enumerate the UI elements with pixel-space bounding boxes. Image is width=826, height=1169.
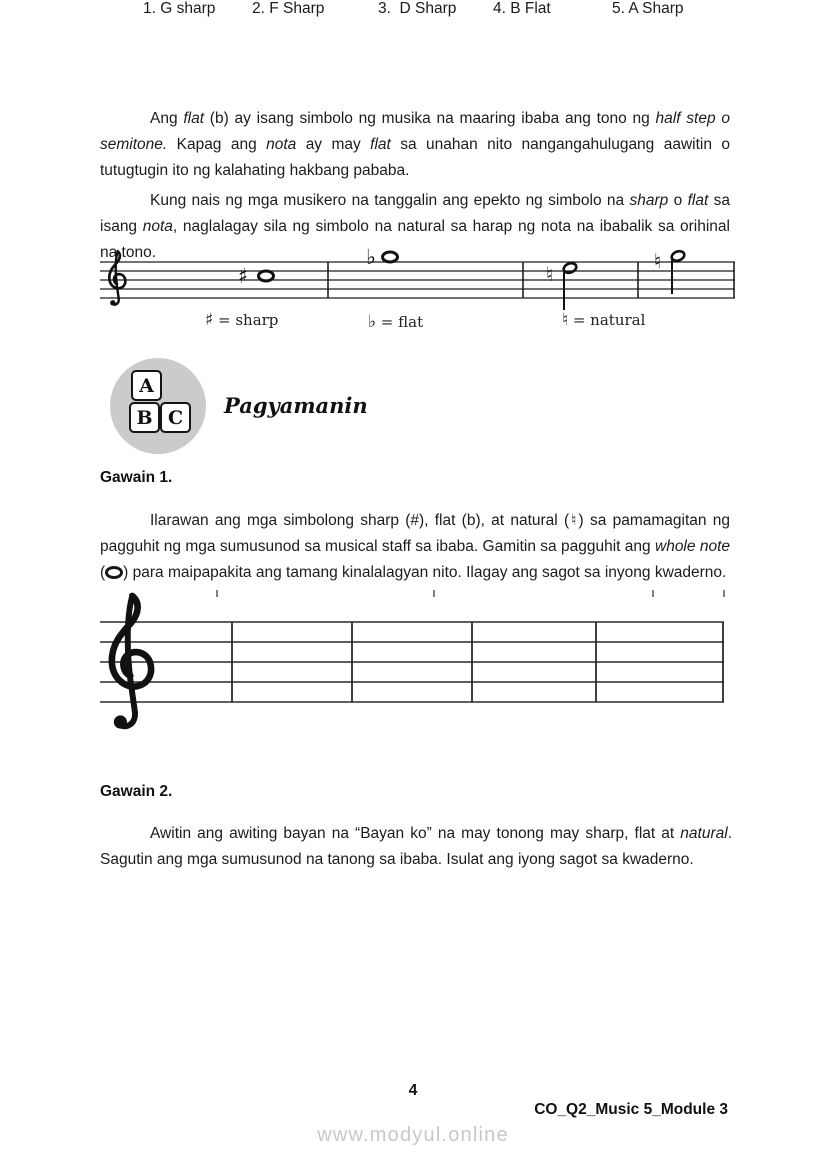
whole-note-icon <box>383 252 398 262</box>
text-run: flat <box>687 191 709 209</box>
sharp-label <box>205 310 278 330</box>
text-run: Kapag ang <box>167 135 267 153</box>
natural-icon: ♮ <box>546 262 554 286</box>
text-run: sharp <box>629 191 669 209</box>
text-run: Ang <box>150 109 184 127</box>
text-run: whole note <box>655 537 731 555</box>
gawain1-instructions <box>100 508 730 586</box>
text-run: nota <box>142 217 173 235</box>
natural-icon: ♮ <box>654 249 662 273</box>
letter-block-c <box>160 402 191 433</box>
text-run: nota <box>266 135 297 153</box>
watermark: www.modyul.online <box>317 1124 509 1146</box>
note-list <box>0 0 826 22</box>
sharp-icon: ♯ <box>205 310 214 330</box>
list-item: 3. D Sharp <box>378 0 457 17</box>
block-letter: C <box>167 406 184 429</box>
label-text: = flat <box>376 313 424 331</box>
flat-icon: ♭ <box>366 248 376 269</box>
gawain2-instructions <box>100 821 732 873</box>
text-run: flat <box>370 135 391 153</box>
answer-staff-grid <box>96 588 728 750</box>
flat-label <box>368 312 423 332</box>
gawain2-heading: Gawain 2. <box>100 783 173 800</box>
list-item: 2. F Sharp <box>252 0 325 17</box>
text-run: sa unahan nito nangangahulugang aawitin o tutugtugin ito ng kalahating hakbang pababa. <box>100 135 730 179</box>
section-title: Pagyamanin <box>224 393 368 418</box>
text-run: sa isang <box>100 191 730 235</box>
natural-label <box>562 310 645 330</box>
text-run: ) para maipapakita ang tamang kinalalagyan nito. Ilagay ang sagot sa inyong kwaderno. <box>123 563 727 581</box>
text-run: Ilarawan ang mga simbolong sharp (#), flat (b), at natural (♮) sa pamamagitan ng pagguhit ng mga sumusunod sa musical staff sa ibaba. Gamitin sa pagguhit ang <box>100 511 730 555</box>
intro-paragraph-1 <box>100 106 730 184</box>
text-run: (b) ay isang simbolo ng musika na maaring ibaba ang tono ng <box>204 109 656 127</box>
text-run: Kung nais ng mga musikero na tanggalin ang epekto ng simbolo na <box>150 191 630 209</box>
flat-icon: ♭ <box>368 312 377 332</box>
block-letter: A <box>139 374 154 397</box>
sharp-icon: ♯ <box>238 264 249 288</box>
natural-icon: ♮ <box>562 310 569 330</box>
letter-block-a <box>131 370 162 401</box>
text-run: ( <box>100 563 106 581</box>
text-run: ay may <box>296 135 371 153</box>
text-run: o <box>668 191 688 209</box>
text-run: natural <box>680 824 728 842</box>
text-run: Awitin ang awiting bayan na “Bayan ko” na may tonong may sharp, flat at <box>150 824 681 842</box>
abc-blocks-icon <box>110 358 206 454</box>
half-note-icon <box>562 262 577 310</box>
module-code: CO_Q2_Music 5_Module 3 <box>534 1101 728 1118</box>
block-letter: B <box>136 406 153 429</box>
half-note-icon <box>670 250 685 294</box>
gawain1-heading: Gawain 1. <box>100 469 173 486</box>
text-run: flat <box>183 109 205 127</box>
whole-note-icon <box>259 271 274 281</box>
list-item: 4. B Flat <box>493 0 551 17</box>
label-text: = natural <box>568 311 646 329</box>
list-item: 1. G sharp <box>143 0 216 17</box>
label-text: = sharp <box>213 311 279 329</box>
whole-note-icon <box>105 566 123 579</box>
page-number: 4 <box>408 1082 418 1099</box>
text-run: half step o semitone. <box>100 109 730 153</box>
text-run: . Sagutin ang mga sumusunod na tanong sa ibaba. Isulat ang iyong sagot sa kwaderno. <box>100 824 732 868</box>
text-run: , naglalagay sila ng simbolo na natural sa harap ng nota na ibabalik sa orihinal na tono. <box>100 217 730 261</box>
list-item: 5. A Sharp <box>612 0 684 17</box>
letter-block-b <box>129 402 160 433</box>
